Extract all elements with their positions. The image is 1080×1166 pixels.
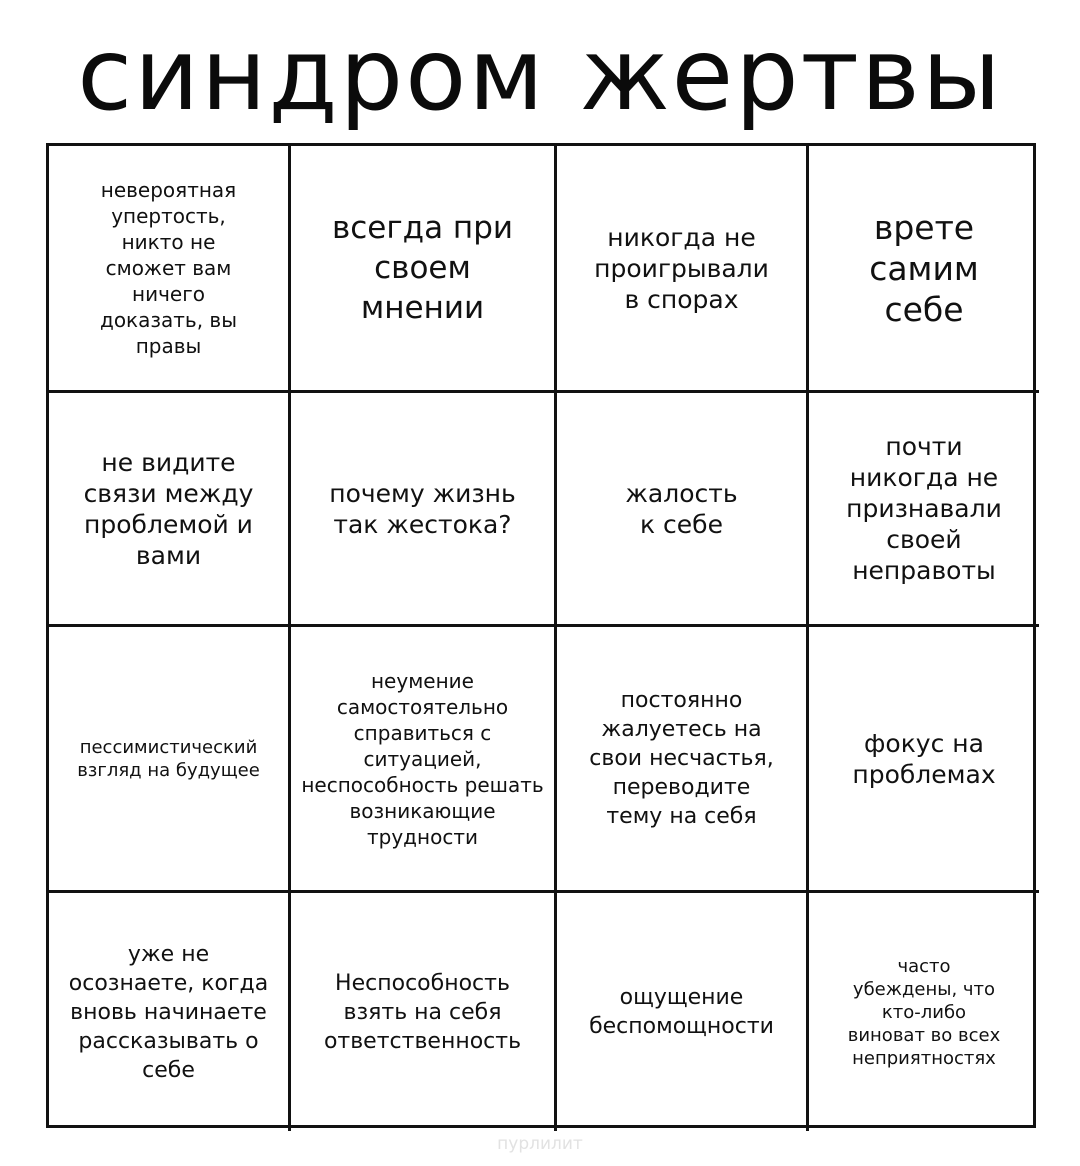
cell-text: врете самим себе: [869, 207, 979, 329]
bingo-cell: [809, 393, 1039, 627]
cell-text: постоянно жалуетесь на свои несчастья, переводите тему на себя: [589, 688, 774, 829]
bingo-grid: [46, 143, 1036, 1128]
cell-text: фокус на проблемах: [852, 728, 996, 789]
bingo-cell: [49, 627, 291, 893]
bingo-cell: [291, 893, 557, 1131]
bingo-cell: [557, 146, 809, 393]
cell-text: не видите связи между проблемой и вами: [83, 447, 254, 570]
cell-text: почему жизнь так жестока?: [329, 478, 516, 539]
cell-text: часто убеждены, что кто-либо виноват во всех неприятностях: [847, 955, 1001, 1069]
bingo-cell: [809, 627, 1039, 893]
cell-text: жалость к себе: [625, 478, 738, 539]
bingo-cell: [557, 627, 809, 893]
cell-text: пессимистический взгляд на будущее: [77, 736, 260, 781]
cell-text: никогда не проигрывали в спорах: [594, 222, 769, 314]
bingo-cell: [291, 146, 557, 393]
bingo-cell: [49, 146, 291, 393]
bingo-cell: [809, 146, 1039, 393]
bingo-cell: [557, 393, 809, 627]
cell-text: неумение самостоятельно справиться с ситуацией, неспособность решать возникающие трудности: [301, 668, 544, 849]
bingo-cell: [49, 893, 291, 1131]
bingo-cell: [809, 893, 1039, 1131]
bingo-cell: [557, 893, 809, 1131]
bingo-cell: [49, 393, 291, 627]
cell-text: всегда при своем мнении: [331, 210, 514, 326]
page-title: синдром жертвы: [77, 16, 1003, 133]
bingo-cell: [291, 627, 557, 893]
bingo-cell: [291, 393, 557, 627]
cell-text: уже не осознаете, когда вновь начинаете рассказывать о себе: [68, 941, 269, 1083]
cell-text: невероятная упертость, никто не сможет вам ничего доказать, вы правы: [99, 178, 238, 358]
cell-text: почти никогда не признавали своей неправоты: [846, 432, 1002, 585]
cell-text: ощущение беспомощности: [589, 985, 774, 1039]
watermark: пурлилит: [497, 1134, 583, 1154]
cell-text: Неспособность взять на себя ответственность: [323, 970, 522, 1054]
